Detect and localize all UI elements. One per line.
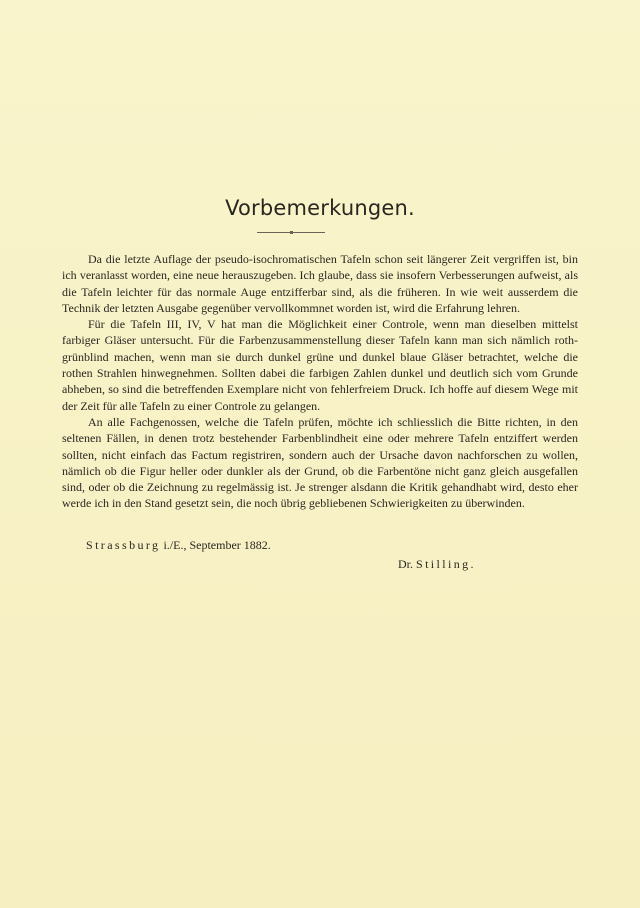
author-name: Stilling. (416, 557, 476, 571)
date-text: i./E., September 1882. (160, 538, 271, 552)
paragraph-1: Da die letzte Auflage der pseudo-isochromatischen Tafeln schon seit längerer Zeit vergriffen ist, bin ich veranlasst worden, eine neue herauszugeben. Ich glaube, dass sie insofern Verbesserungen aufweist, als die Tafeln leichter für das normale Auge entzifferbar sind, als die früheren. In wie weit ausserdem die Technik der letzten Ausgabe gegenüber vervollkommnet worden ist, wird die Erfahrung lehren. (62, 252, 578, 315)
place-date-line (86, 538, 271, 553)
author-title: Dr. (398, 557, 416, 571)
title-divider (257, 232, 325, 233)
page-title: Vorbemerkungen. (225, 196, 415, 220)
divider-ornament (290, 231, 293, 234)
paragraph-2: Für die Tafeln III, IV, V hat man die Möglichkeit einer Controle, wenn man dieselben mittelst farbiger Gläser untersucht. Für die Farbenzusammenstellung dieser Tafeln kann man sich nämlich roth-grünblind machen, wenn man sie durch dunkel grüne und dunkel blaue Gläser betrachtet, welche die rothen Strahlen hinwegnehmen. Sollten dabei die farbigen Zahlen dunkel und deutlich sich vom Grunde abheben, so sind die betreffenden Exemplare nicht von fehlerfreiem Druck. Ich hoffe auf diesem Wege mit der Zeit für alle Tafeln zu einer Controle zu gelangen. (62, 317, 578, 413)
body-text (62, 251, 578, 512)
place-name: Strassburg (86, 538, 161, 552)
author-signature (398, 557, 476, 572)
paragraph-3: An alle Fachgenossen, welche die Tafeln prüfen, möchte ich schliesslich die Bitte richten, in den seltenen Fällen, in denen trotz bestehender Farbenblindheit eine oder mehrere Tafeln entziffert werden sollten, nicht einfach das Factum registriren, sondern auch der Ursache davon nachforschen zu wollen, nämlich ob die Figur heller oder dunkler als der Grund, ob die Farbentöne nicht ganz gleich ausgefallen sind, oder ob die Zeichnung zu regelmässig ist. Je strenger alsdann die Kritik gehandhabt wird, desto eher werde ich in den Stand gesetzt sein, die noch übrig gebliebenen Schwierigkeiten zu überwinden. (62, 414, 578, 511)
